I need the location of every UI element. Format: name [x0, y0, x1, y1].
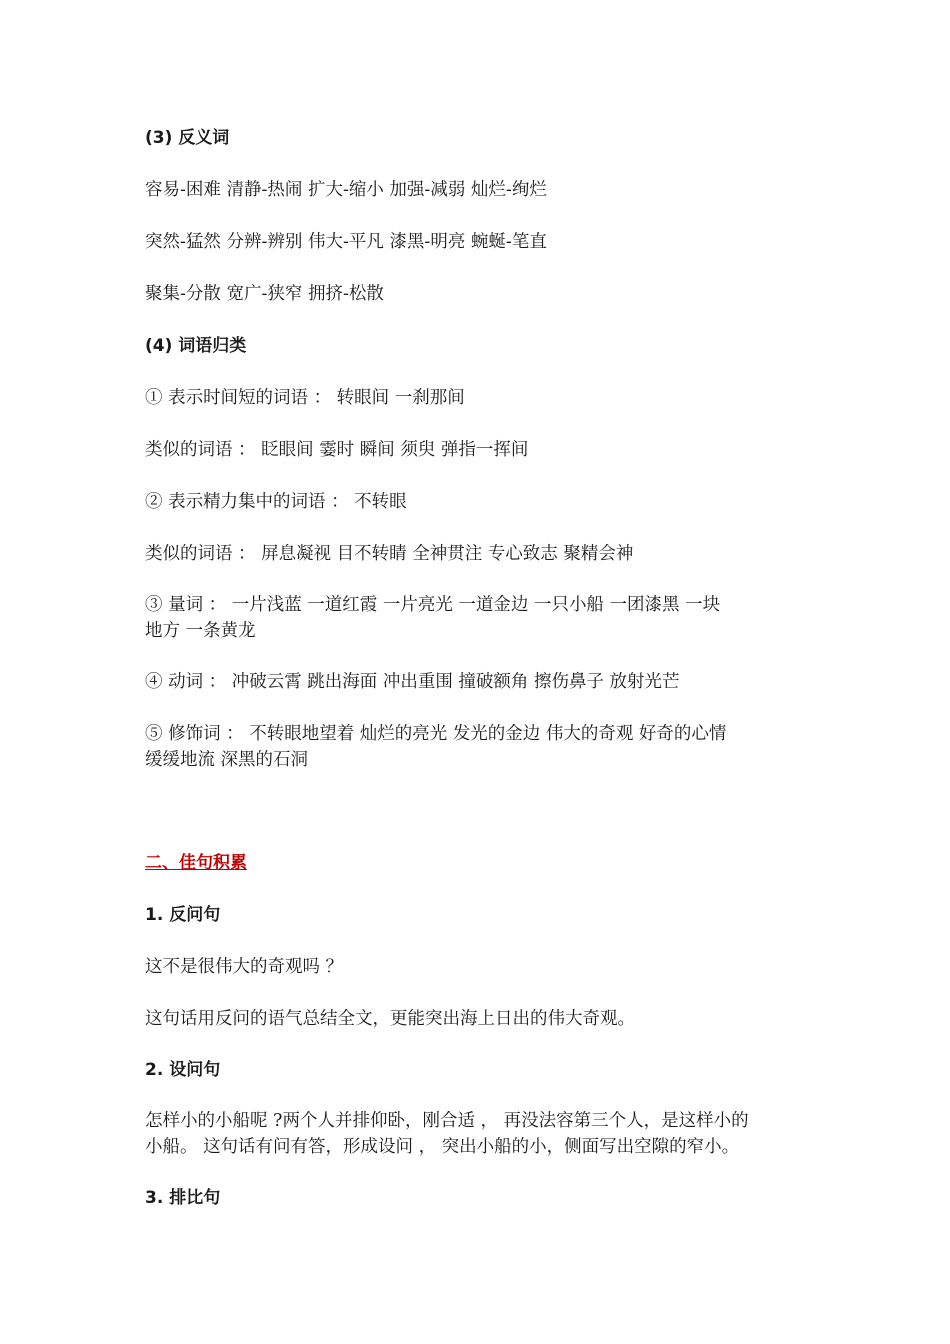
rhetorical-heading: 1. 反问句 [145, 905, 221, 925]
classification-heading: (4) 词语归类 [145, 336, 247, 356]
antonyms-line-3: 聚集-分散 宽广-狭窄 拥挤-松散 [145, 284, 384, 304]
classification-line-4: 类似的词语 ： 屏息凝视 目不转睛 全神贯注 专心致志 聚精会神 [145, 544, 634, 564]
part-two-heading: 二、佳句积累 [145, 853, 247, 873]
classification-line-1: ① 表示时间短的词语 ： 转眼间 一刹那间 [145, 388, 465, 408]
antonyms-heading: (3) 反义词 [145, 128, 230, 148]
rhetorical-line-1: 这不是很伟大的奇观吗 ？ [145, 957, 344, 977]
antonyms-line-2: 突然-猛然 分辨-辨别 伟大-平凡 漆黑-明亮 蜿蜒-笔直 [145, 232, 547, 252]
parallelism-heading: 3. 排比句 [145, 1188, 221, 1208]
classification-line-7: ⑤ 修饰词 ： 不转眼地望着 灿烂的亮光 发光的金边 伟大的奇观 好奇的心情 缓缓地流 深黑的石洞 [145, 724, 727, 770]
classification-line-3: ② 表示精力集中的词语 ： 不转眼 [145, 492, 407, 512]
rhetorical-line-2: 这句话用反问的语气总结全文，更能突出海上日出的伟大奇观。 [145, 1009, 635, 1029]
question-heading: 2. 设问句 [145, 1060, 221, 1080]
classification-line-6: ④ 动词 ： 冲破云霄 跳出海面 冲出重围 撞破额角 擦伤鼻子 放射光芒 [145, 672, 680, 692]
antonyms-line-1: 容易-困难 清静-热闹 扩大-缩小 加强-减弱 灿烂-绚烂 [145, 180, 547, 200]
classification-line-5: ③ 量词 ： 一片浅蓝 一道红霞 一片亮光 一道金边 一只小船 一团漆黑 一块 地方 一条黄龙 [145, 595, 721, 641]
question-line-1: 怎样小的小船呢 ?两个人并排仰卧，刚合适 ， 再没法容第三个人，是这样小的 小船。 这句话有问有答，形成设问 ， 突出小船的小，侧面写出空隙的窄小。 [145, 1111, 749, 1157]
classification-line-2: 类似的词语 ： 眨眼间 霎时 瞬间 须臾 弹指一挥间 [145, 440, 529, 460]
